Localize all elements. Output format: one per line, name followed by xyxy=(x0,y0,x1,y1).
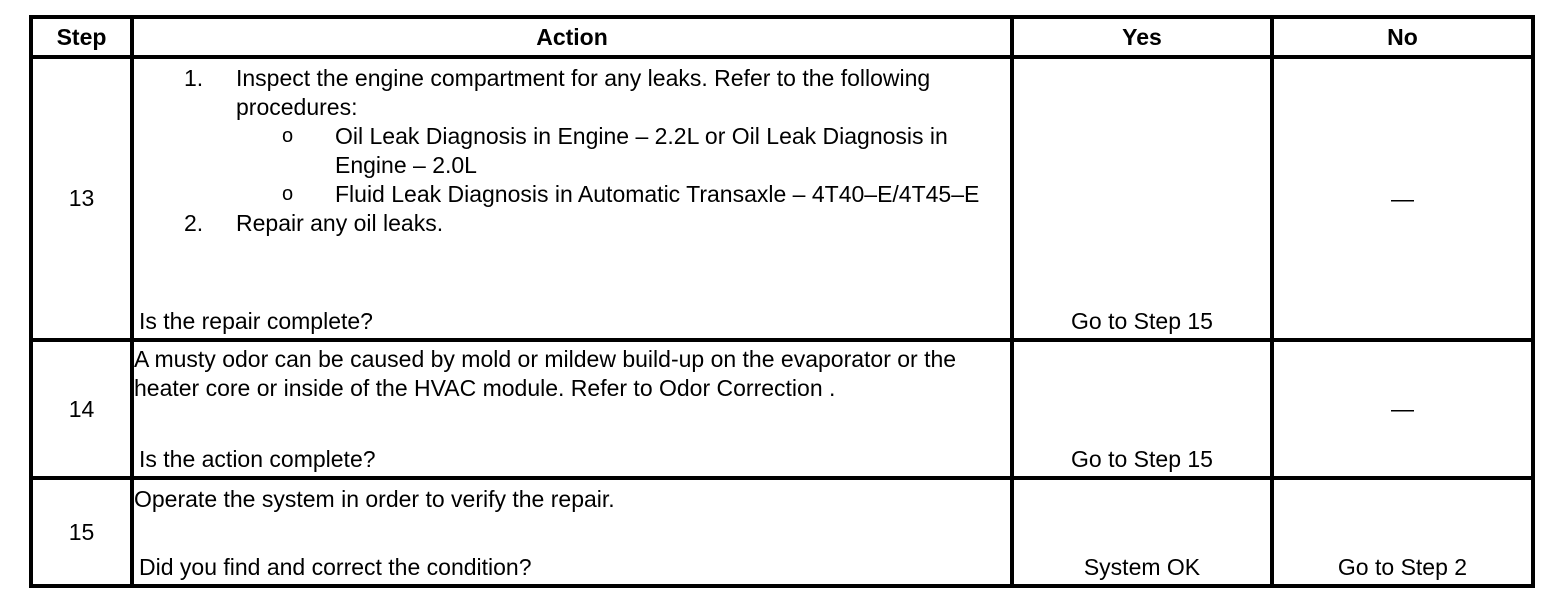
no-cell xyxy=(1272,340,1533,478)
yes-action: Go to Step 15 xyxy=(1071,446,1213,472)
no-action: — xyxy=(1391,395,1414,422)
header-yes: Yes xyxy=(1012,17,1272,57)
header-step: Step xyxy=(31,17,132,57)
list-number: 2. xyxy=(184,210,204,236)
question-text: Is the action complete? xyxy=(139,446,376,472)
list-number: 1. xyxy=(184,65,204,91)
step-number: 13 xyxy=(31,57,132,340)
no-cell xyxy=(1272,57,1533,340)
yes-action: Go to Step 15 xyxy=(1071,308,1213,334)
bullet-marker: o xyxy=(282,183,294,205)
yes-action: System OK xyxy=(1083,554,1201,580)
yes-cell xyxy=(1012,57,1272,340)
header-row xyxy=(31,17,1533,57)
no-cell xyxy=(1272,478,1533,586)
sub-list-item xyxy=(134,122,1010,180)
action-cell xyxy=(132,340,1012,478)
action-cell xyxy=(132,57,1012,340)
step-number: 14 xyxy=(31,340,132,478)
table-row xyxy=(31,57,1533,340)
yes-cell xyxy=(1012,340,1272,478)
question-text: Did you find and correct the condition? xyxy=(139,554,532,580)
action-cell xyxy=(132,478,1012,586)
table-row xyxy=(31,478,1533,586)
step-number: 15 xyxy=(31,478,132,586)
sub-list-text: Fluid Leak Diagnosis in Automatic Transaxle – 4T40–E/4T45–E xyxy=(335,181,980,207)
action-text: Operate the system in order to verify the repair. xyxy=(134,486,615,512)
diagnostic-table xyxy=(29,15,1535,588)
bullet-marker: o xyxy=(282,125,294,147)
header-no: No xyxy=(1272,17,1533,57)
question-text: Is the repair complete? xyxy=(139,308,373,334)
list-item xyxy=(134,64,1010,122)
list-text: Inspect the engine compartment for any leaks. Refer to the following procedures: xyxy=(236,65,931,120)
no-action: — xyxy=(1391,185,1414,211)
header-action: Action xyxy=(132,17,1012,57)
sub-list-item xyxy=(134,180,1010,209)
no-action: Go to Step 2 xyxy=(1337,554,1468,580)
list-text: Repair any oil leaks. xyxy=(236,210,444,236)
sub-list-text: Oil Leak Diagnosis in Engine – 2.2L or Oil Leak Diagnosis in Engine – 2.0L xyxy=(335,123,948,178)
list-item xyxy=(134,209,1010,238)
yes-cell xyxy=(1012,478,1272,586)
action-text: A musty odor can be caused by mold or mildew build-up on the evaporator or the heater core or inside of the HVAC module. Refer to Odor Correction . xyxy=(134,346,957,401)
table-row xyxy=(31,340,1533,478)
